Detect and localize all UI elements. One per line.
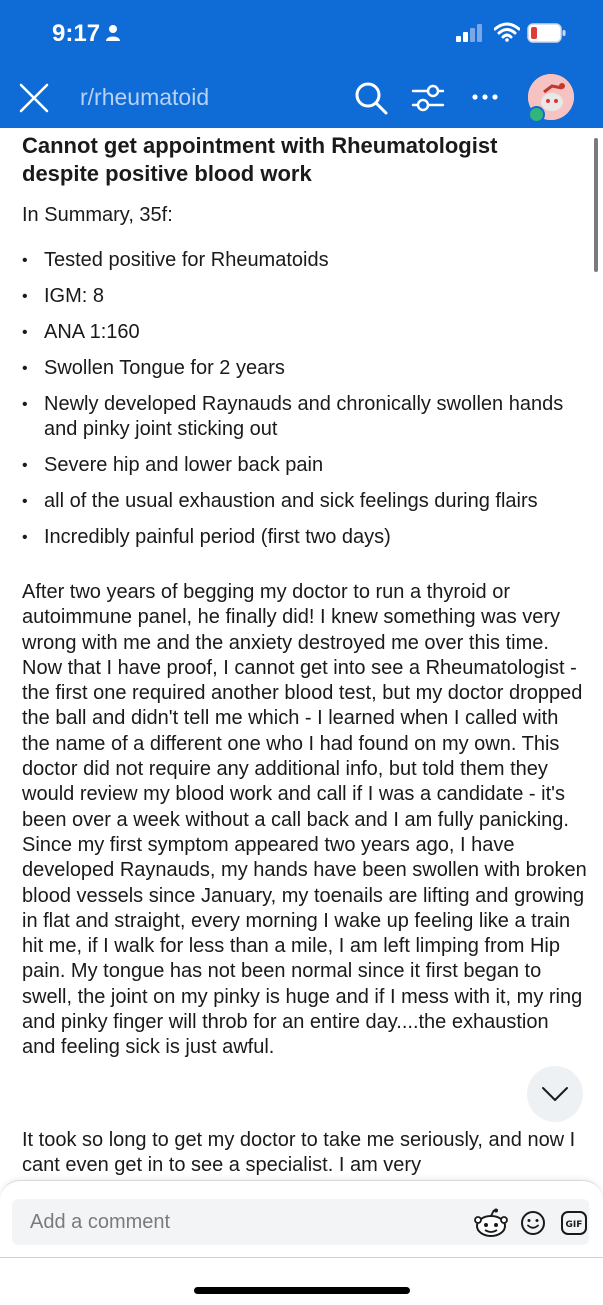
chevron-down-icon — [541, 1084, 569, 1104]
status-bar — [0, 0, 603, 68]
emoji-icon[interactable] — [520, 1210, 546, 1241]
nav-bar — [0, 68, 603, 128]
home-indicator[interactable] — [194, 1287, 410, 1294]
more-icon[interactable] — [470, 82, 500, 117]
list-item: • Tested positive for Rheumatoids — [22, 248, 592, 273]
comment-placeholder: Add a comment — [30, 1211, 171, 1233]
search-icon[interactable] — [353, 80, 389, 121]
divider — [0, 1257, 603, 1258]
post-paragraph: It took so long to get my doctor to take me seriously, and now I cant even get in to see a specialist. I am very — [22, 1129, 576, 1177]
snoo-icon[interactable] — [474, 1208, 508, 1243]
gif-icon[interactable] — [561, 1211, 587, 1240]
signal-icon — [455, 24, 485, 47]
wifi-icon — [494, 22, 520, 47]
post-summary: In Summary, 35f: — [22, 204, 173, 226]
filter-icon[interactable] — [411, 82, 445, 119]
list-item: • ANA 1:160 — [22, 320, 592, 345]
list-item: • Severe hip and lower back pain — [22, 453, 592, 478]
gif-label: GIF — [565, 1220, 583, 1230]
person-icon — [105, 24, 121, 47]
post-title: Cannot get appointment with Rheumatologist despite positive blood work — [22, 133, 498, 186]
list-item: • Newly developed Raynauds and chronically swollen hands and pinky joint sticking out — [22, 392, 592, 442]
list-item: • all of the usual exhaustion and sick feelings during flairs — [22, 489, 592, 514]
status-time: 9:17 — [52, 20, 101, 47]
post-paragraph: After two years of begging my doctor to run a thyroid or autoimmune panel, he finally did! I knew something was very wrong with me and the anxiety destroyed me over this time. Now that I have proof, I cannot get into see a Rheumatologist - the first one required another blood test, but my doctor dropped the ball and didn't tell me which - I learned when I called with the name of a different one who I had found on my own. This doctor did not require any additional info, but told them they would review my blood work and call if I was a candidate - it's been over a week without a call back and I am fully panicking. Since my first symptom appeared two years ago, I have developed Raynauds, my hands have been swollen with broken blood vessels since January, my toenails are lifting and growing in flat and straight, every morning I wake up feeling like a train hit me, if I walk for less than a mile, I am left limping from Hip pain. My tongue has not been normal since it first began to swell, the joint on my pinky is huge and if I mess with it, my ring and pinky finger will throb for an entire day....the exhaustion and feeling sick is just awful. — [22, 581, 587, 1059]
list-item: • Swollen Tongue for 2 years — [22, 356, 592, 381]
scroll-down-button[interactable] — [527, 1066, 583, 1122]
list-item: • Incredibly painful period (first two days) — [22, 525, 592, 550]
scrollbar[interactable] — [594, 138, 598, 272]
comment-input[interactable] — [12, 1199, 589, 1245]
avatar[interactable] — [528, 74, 574, 120]
online-status-indicator — [528, 106, 545, 123]
battery-icon — [527, 23, 567, 48]
list-item: • IGM: 8 — [22, 284, 592, 309]
close-icon[interactable] — [18, 82, 50, 114]
symptom-list — [22, 248, 592, 561]
subreddit-name[interactable]: r/rheumatoid — [80, 84, 210, 110]
